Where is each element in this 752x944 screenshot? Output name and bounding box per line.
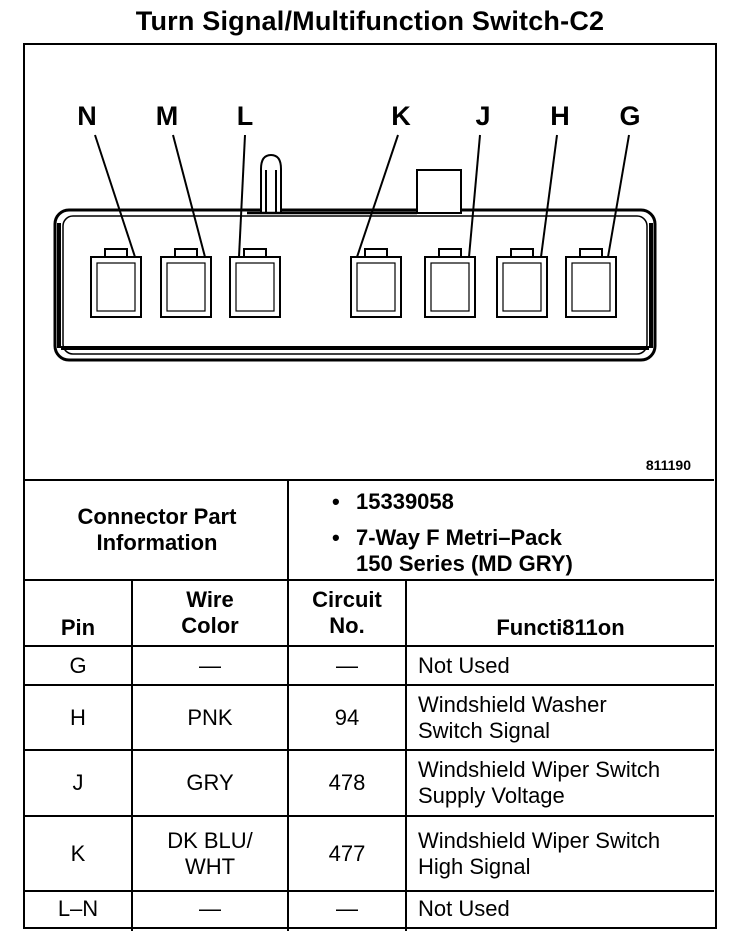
wire-color-line1: DK BLU/ — [167, 827, 253, 853]
cell-pin: H — [70, 704, 86, 730]
cell-wire-color: GRY — [186, 770, 234, 795]
bullet-icon: • — [332, 525, 340, 550]
header-pin: Pin — [60, 615, 96, 640]
header-circuit-line1: Circuit — [312, 587, 382, 612]
cell-circuit: 478 — [328, 770, 366, 795]
cell-circuit: — — [336, 652, 358, 678]
connector-diagram — [25, 45, 714, 481]
cavity-j — [425, 249, 475, 317]
pin-label-l: L — [236, 101, 254, 131]
cell-circuit: 94 — [334, 704, 360, 730]
pin-label-h: H — [550, 101, 570, 131]
cell-wire-color: — — [199, 896, 221, 921]
leader-lines — [95, 135, 629, 257]
connector-info-list — [332, 489, 573, 587]
cell-function — [418, 686, 714, 749]
connector-type: 7-Way F Metri–Pack — [356, 525, 562, 550]
cell-wire-color: PNK — [187, 704, 233, 730]
cell-wire-color: — — [199, 652, 221, 678]
figure-number: 811190 — [645, 457, 691, 473]
cavity-m — [161, 249, 211, 317]
polarization-key — [417, 170, 461, 213]
function-line2: High Signal — [418, 853, 531, 879]
latch-tab — [247, 155, 417, 213]
cell-pin: G — [69, 652, 87, 678]
pin-label-n: N — [77, 101, 97, 131]
connector-info-label-line2: Information — [96, 530, 218, 555]
header-wire-color — [133, 581, 287, 645]
header-function: Functi811on — [496, 615, 625, 640]
cell-function: Not Used — [418, 652, 510, 678]
header-circuit — [289, 581, 405, 645]
pin-label-k: K — [391, 101, 411, 131]
cell-wire-color — [133, 817, 287, 890]
pin-label-g: G — [619, 101, 641, 131]
connector-info-label-line1: Connector Part — [77, 504, 237, 529]
cell-circuit: 477 — [328, 840, 366, 866]
bullet-icon: • — [332, 489, 340, 514]
list-item — [332, 489, 573, 515]
function-line1: Windshield Washer — [418, 691, 607, 717]
terminal-cavities — [91, 249, 616, 317]
pin-label-m: M — [155, 101, 179, 131]
function-line2: Supply Voltage — [418, 783, 565, 808]
function-line1: Windshield Wiper Switch — [418, 757, 661, 782]
cavity-g — [566, 249, 616, 317]
part-number: 15339058 — [356, 489, 454, 514]
cell-function: Not Used — [418, 896, 510, 921]
wire-color-line2: WHT — [184, 853, 236, 879]
function-line2: Switch Signal — [418, 717, 551, 743]
header-wire-color-line1: Wire — [186, 587, 234, 612]
page-title: Turn Signal/Multifunction Switch-C2 — [135, 6, 605, 36]
cavity-n — [91, 249, 141, 317]
header-wire-color-line2: Color — [181, 613, 239, 638]
function-line1: Windshield Wiper Switch — [418, 827, 661, 853]
connector-frame — [23, 43, 717, 929]
pin-label-j: J — [475, 101, 491, 131]
cell-circuit: — — [336, 896, 358, 921]
cell-pin: J — [72, 770, 84, 795]
cavity-k — [351, 249, 401, 317]
header-circuit-line2: No. — [329, 613, 365, 638]
cell-function — [418, 817, 714, 890]
list-item — [332, 525, 573, 577]
connector-info-label — [25, 481, 289, 579]
cavity-h — [497, 249, 547, 317]
cell-pin: K — [70, 840, 86, 866]
cell-pin: L–N — [57, 896, 99, 921]
cavity-l — [230, 249, 280, 317]
cell-function — [418, 751, 714, 815]
connector-series: 150 Series (MD GRY) — [356, 551, 573, 576]
